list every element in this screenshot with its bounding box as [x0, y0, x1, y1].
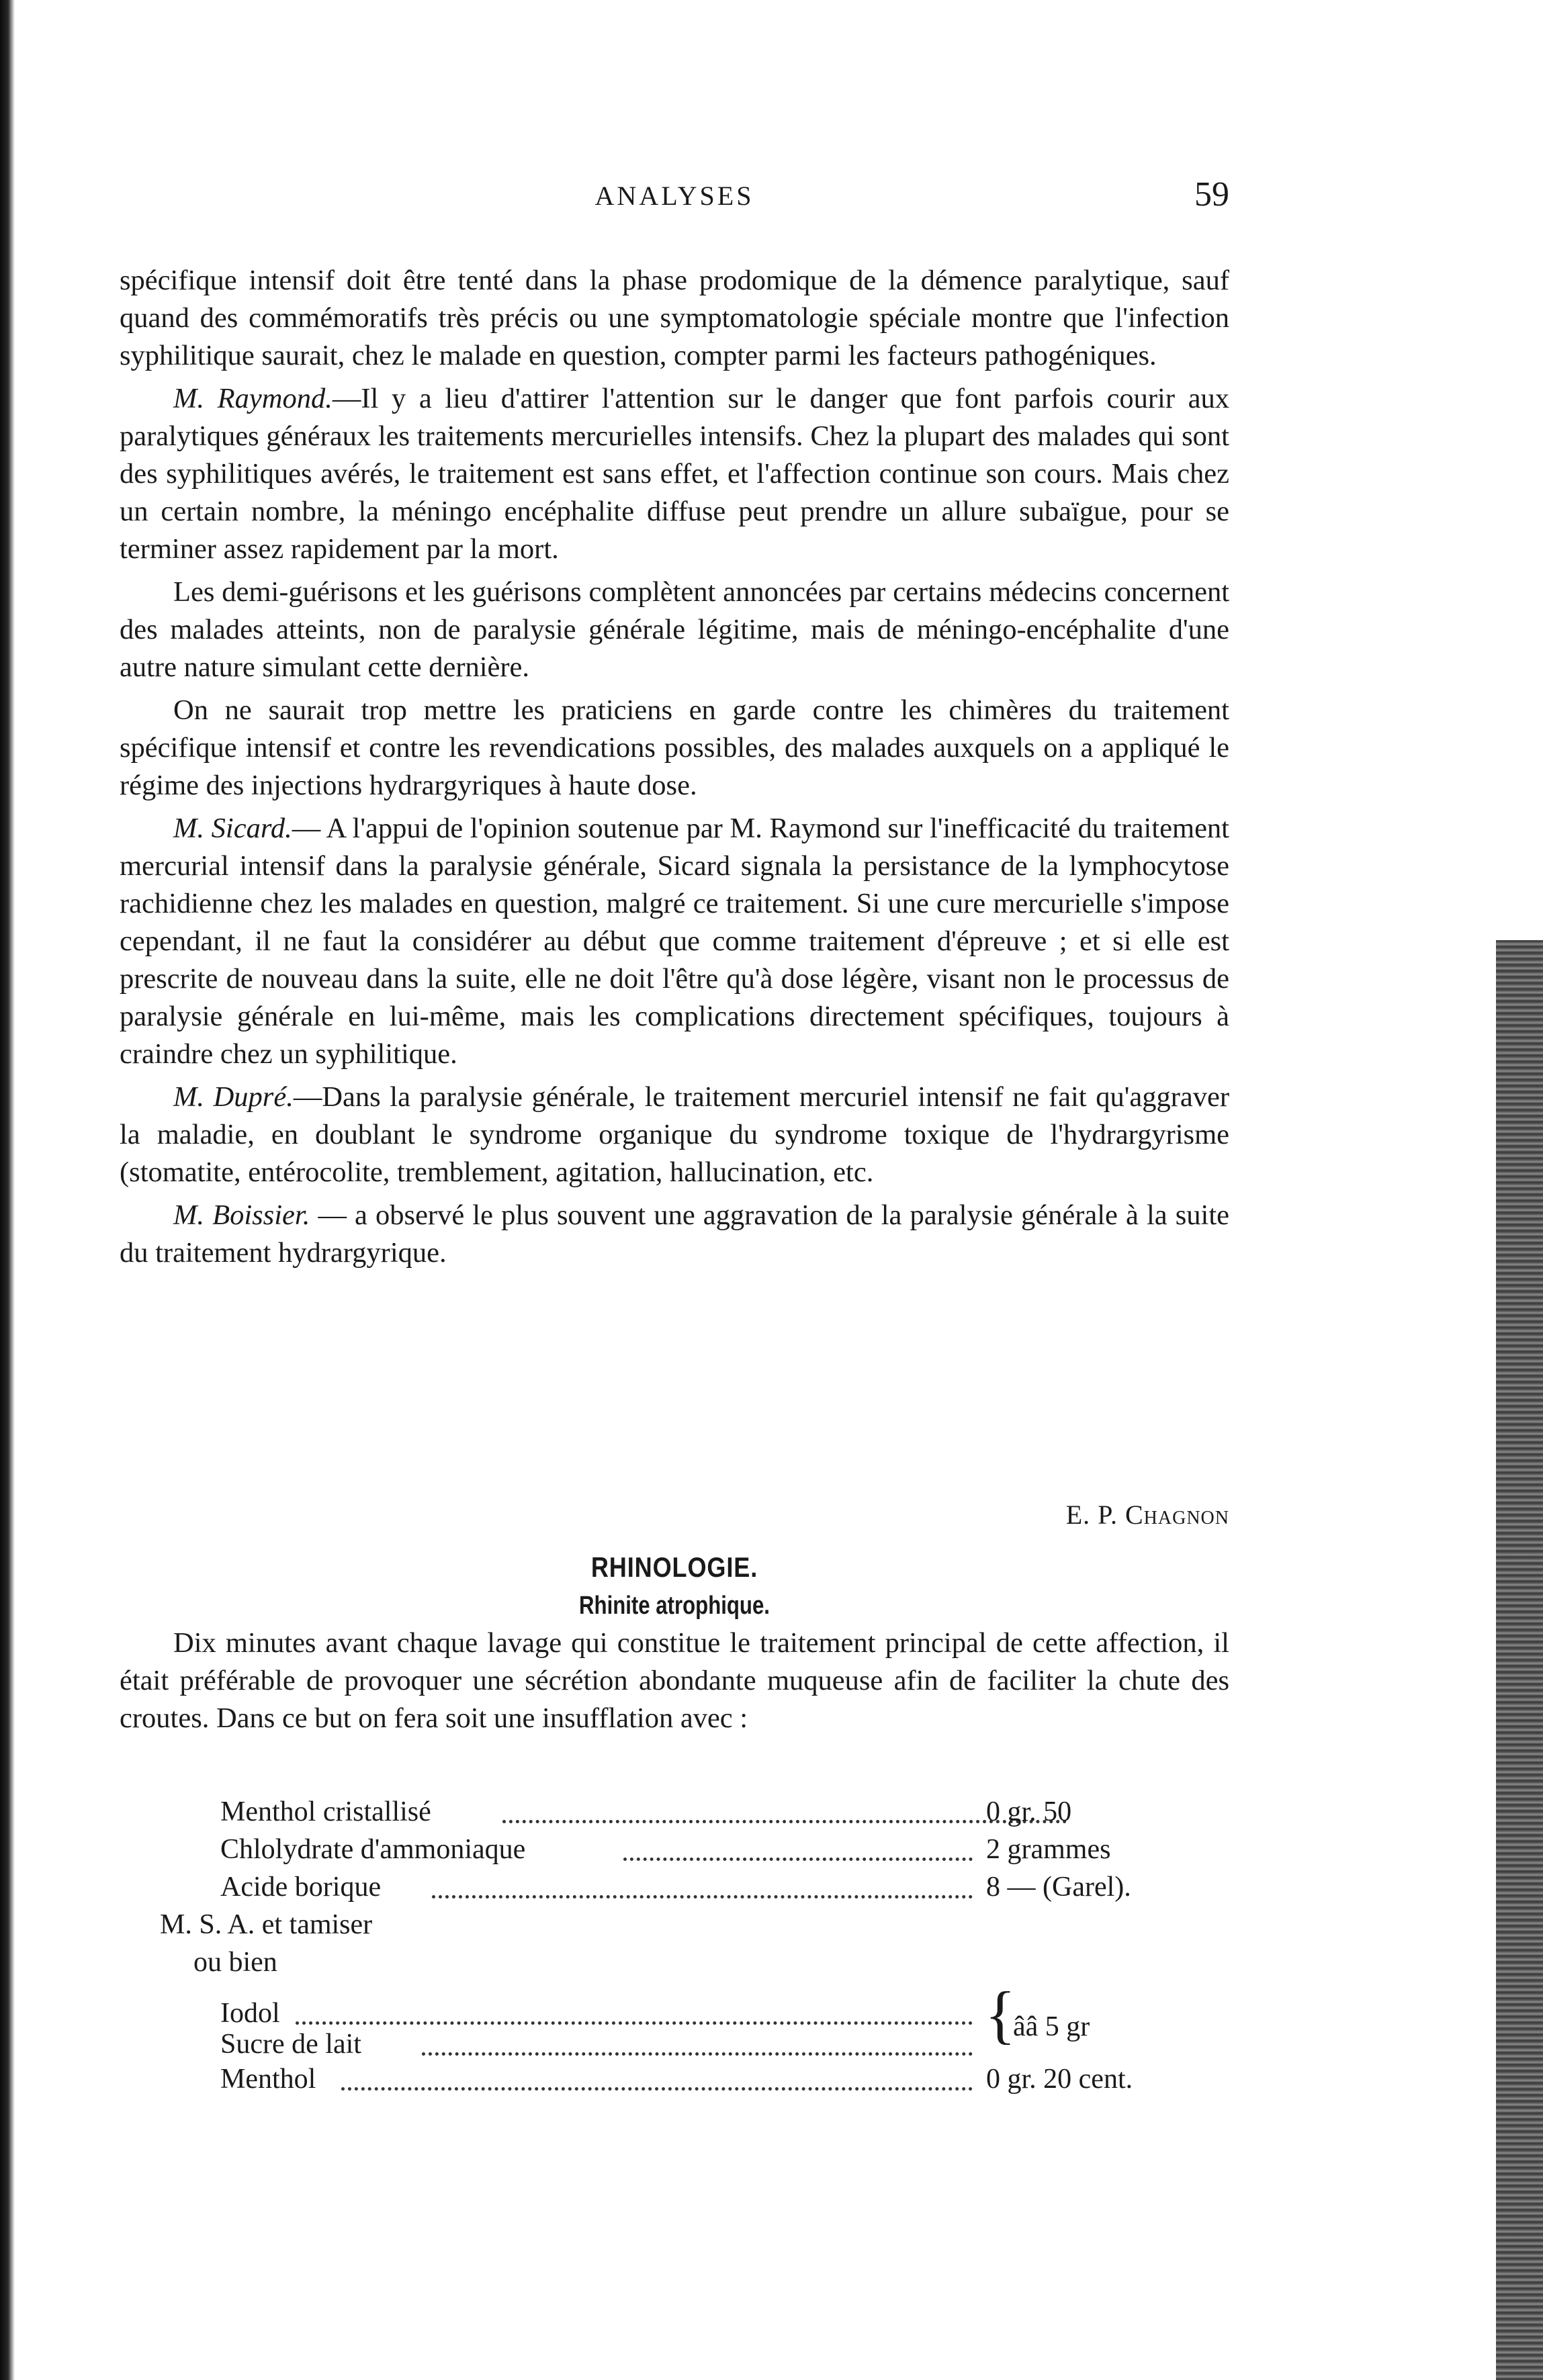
recipe-line — [120, 1793, 1229, 1831]
recipe-alternative — [120, 1943, 1229, 1981]
paragraph-text: — a observé le plus souvent une aggravation de la paralysie générale à la suite du traitement hydrargyrique. — [120, 1199, 1230, 1269]
dot-leader — [623, 1858, 973, 1861]
recipe-line — [120, 2060, 1229, 2098]
paragraph — [120, 1197, 1229, 1272]
paragraph-text: —Dans la paralysie générale, le traitement mercuriel intensif ne fait qu'aggraver la maladie, en doublant le syndrome organique du syndrome toxique de l'hydrargyrisme (stomatite, entérocolite, tremblement, agitation, hallucination, etc. — [120, 1081, 1229, 1188]
ingredient-name: Menthol cristallisé — [220, 1796, 431, 1827]
scan-border-left — [0, 0, 15, 2380]
ingredient-name: Chlolydrate d'ammoniaque — [220, 1834, 526, 1865]
page-number: 59 — [1194, 175, 1229, 214]
author-name: M. Sicard. — [173, 813, 292, 844]
article-body — [120, 262, 1229, 1272]
combined-quantity: ââ 5 gr — [1013, 2011, 1090, 2042]
scan-border-right — [1496, 940, 1543, 2380]
paragraph — [120, 380, 1229, 568]
paragraph-text: — A l'appui de l'opinion soutenue par M. Raymond sur l'inefficacité du traitement mercurial intensif dans la paralysie générale, Sicard signala la persistance de la lymphocytose rachidienne chez les malades en question, malgré ce traitement. Si une cure mercurielle s'impose cependant, il ne faut la considérer au début que comme traitement d'épreuve ; et si elle est prescrite de nouveau dans la suite, elle ne doit l'être qu'à dose légère, visant non le processus de paralysie générale en lui-même, mais les complications directement spécifiques, toujours à craindre chez un syphilitique. — [120, 813, 1229, 1070]
curly-brace: { — [985, 1978, 1016, 2050]
page-header — [120, 175, 1229, 227]
ingredient-quantity: 2 grammes — [986, 1834, 1111, 1865]
section-title: RHINOLOGIE. — [590, 1551, 758, 1583]
ingredient-name: Acide borique — [220, 1872, 382, 1903]
ingredient-quantity: 8 — (Garel). — [986, 1872, 1131, 1903]
author-name: M. Dupré. — [173, 1081, 294, 1113]
subsection-title: Rhinite atrophique. — [579, 1592, 770, 1620]
dot-leader — [432, 1895, 973, 1898]
paragraph-text: —Il y a lieu d'attirer l'attention sur le danger que font parfois courir aux paralytiques généraux les traitements mercurielles intensifs. Chez la plupart des malades qui sont des syphilitiques avérés, le traitement est sans effet, et l'affection continue son cours. Mais chez un certain nombre, la méningo encéphalite diffuse peut prendre un allure subaïgue, pour se terminer assez rapidement par la mort. — [120, 383, 1230, 565]
signature: E. P. Chagnon — [1065, 1500, 1229, 1530]
ingredient-quantity: 0 gr. 50 — [986, 1796, 1072, 1827]
recipe-line — [120, 1831, 1229, 1868]
running-head: ANALYSES — [594, 181, 754, 211]
ingredient-name: Sucre de lait — [220, 2029, 361, 2060]
paragraph — [120, 810, 1229, 1073]
section-intro: Dix minutes avant chaque lavage qui constitue le traitement principal de cette affection, il était préférable de provoquer une sécrétion abondante muqueuse afin de faciliter la chute des croutes. Dans ce but on fera soit une insufflation avec : — [120, 1627, 1229, 1734]
instruction-text: M. S. A. et tamiser — [160, 1909, 373, 1940]
recipe-line — [120, 1868, 1229, 1906]
paragraph: Les demi-guérisons et les guérisons complètent annoncées par certains médecins concernent des malades atteints, non de paralysie générale légitime, mais de méningo-encéphalite d'une autre nature simulant cette dernière. — [120, 576, 1229, 683]
ingredient-name: Iodol — [220, 1998, 280, 2029]
alternative-text: ou bien — [193, 1947, 277, 1978]
ingredient-quantity: 0 gr. 20 cent. — [986, 2064, 1133, 2095]
paragraph: spécifique intensif doit être tenté dans la phase prodomique de la démence paralytique, sauf quand des commémoratifs très précis ou une symptomatologie spéciale montre que l'infection syphilitique saurait, chez le malade en question, compter parmi les facteurs pathogéniques. — [120, 265, 1229, 371]
dot-leader — [422, 2052, 973, 2056]
author-name: M. Raymond. — [173, 383, 333, 414]
paragraph — [120, 1079, 1229, 1191]
ingredient-name: Menthol — [220, 2064, 316, 2095]
rhinologie-section — [120, 1551, 1229, 2095]
author-name: M. Boissier. — [173, 1199, 310, 1231]
dot-leader — [296, 2021, 973, 2025]
recipe-instruction — [120, 1906, 1229, 1943]
dot-leader — [341, 2087, 973, 2091]
dot-leader — [502, 1820, 1067, 1823]
paragraph: On ne saurait trop mettre les praticiens en garde contre les chimères du traitement spécifique intensif et contre les revendications possibles, des malades auxquels on a appliqué le régime des injections hydrargyriques à haute dose. — [120, 694, 1229, 801]
